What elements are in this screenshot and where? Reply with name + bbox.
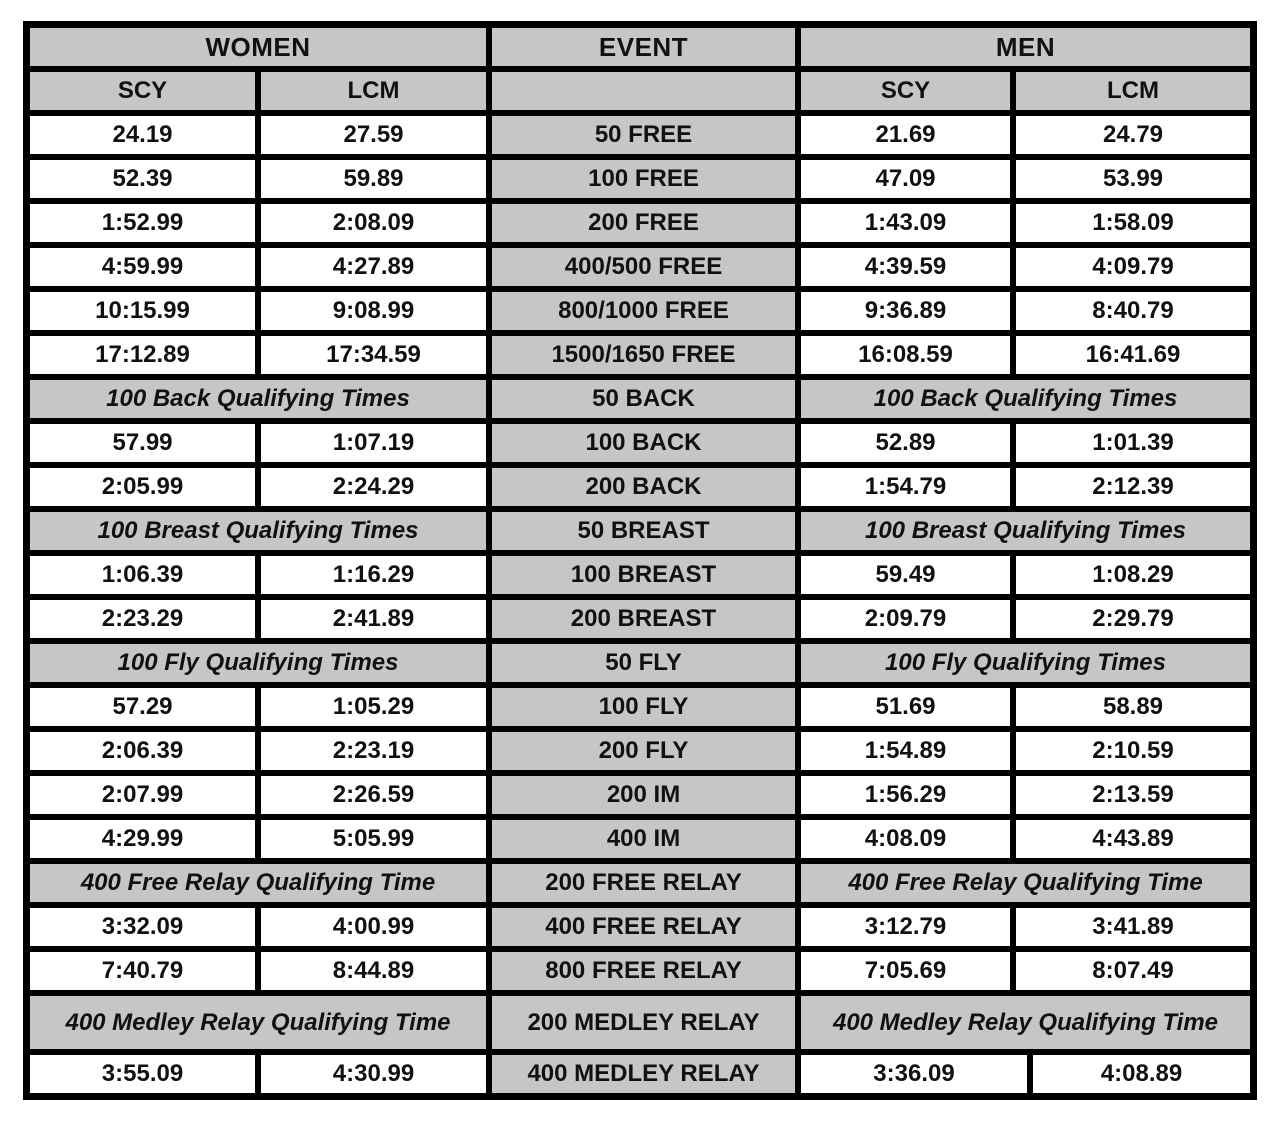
men-lcm-time: 1:58.09 bbox=[1016, 204, 1250, 242]
women-lcm-time: 4:27.89 bbox=[261, 248, 486, 286]
event-cell: 200 IM bbox=[492, 776, 795, 814]
event-cell: 50 BACK bbox=[492, 380, 795, 418]
event-cell: 200 BREAST bbox=[492, 600, 795, 638]
table-row bbox=[30, 204, 1250, 242]
event-cell: 800/1000 FREE bbox=[492, 292, 795, 330]
men-scy-time: 1:43.09 bbox=[801, 204, 1010, 242]
section-row bbox=[30, 644, 1250, 682]
men-lcm-time: 24.79 bbox=[1016, 116, 1250, 154]
men-lcm-time: 1:08.29 bbox=[1016, 556, 1250, 594]
women-section-label: 100 Back Qualifying Times bbox=[30, 380, 486, 418]
men-section-label: 100 Fly Qualifying Times bbox=[801, 644, 1250, 682]
women-section-label: 100 Breast Qualifying Times bbox=[30, 512, 486, 550]
event-cell: 400 FREE RELAY bbox=[492, 908, 795, 946]
section-row bbox=[30, 996, 1250, 1049]
women-scy-time: 3:32.09 bbox=[30, 908, 255, 946]
men-scy-time: 51.69 bbox=[801, 688, 1010, 726]
women-lcm-time: 17:34.59 bbox=[261, 336, 486, 374]
men-lcm-time: 2:13.59 bbox=[1016, 776, 1250, 814]
section-row bbox=[30, 512, 1250, 550]
women-scy-time: 3:55.09 bbox=[30, 1055, 255, 1093]
women-lcm-time: 9:08.99 bbox=[261, 292, 486, 330]
table-row bbox=[30, 776, 1250, 814]
women-section-label: 100 Fly Qualifying Times bbox=[30, 644, 486, 682]
event-cell: 50 FLY bbox=[492, 644, 795, 682]
women-lcm-time: 4:00.99 bbox=[261, 908, 486, 946]
men-section-label: 400 Free Relay Qualifying Time bbox=[801, 864, 1250, 902]
women-section-label: 400 Medley Relay Qualifying Time bbox=[30, 996, 486, 1049]
event-cell: 200 FREE RELAY bbox=[492, 864, 795, 902]
women-group-header: WOMEN bbox=[30, 28, 486, 66]
qualifying-times-table bbox=[23, 21, 1257, 1100]
men-lcm-time: 4:08.89 bbox=[1033, 1055, 1250, 1093]
women-lcm-time: 1:16.29 bbox=[261, 556, 486, 594]
men-group-header: MEN bbox=[801, 28, 1250, 66]
table-header-row bbox=[30, 28, 1250, 66]
women-lcm-time: 1:05.29 bbox=[261, 688, 486, 726]
women-lcm-time: 4:30.99 bbox=[261, 1055, 486, 1093]
section-row bbox=[30, 380, 1250, 418]
men-lcm-time: 2:29.79 bbox=[1016, 600, 1250, 638]
event-subheader-blank bbox=[492, 72, 795, 110]
men-scy-time: 21.69 bbox=[801, 116, 1010, 154]
men-lcm-time: 1:01.39 bbox=[1016, 424, 1250, 462]
event-cell: 200 FLY bbox=[492, 732, 795, 770]
men-scy-time: 59.49 bbox=[801, 556, 1010, 594]
table-row bbox=[30, 600, 1250, 638]
men-lcm-time: 4:09.79 bbox=[1016, 248, 1250, 286]
women-scy-time: 2:23.29 bbox=[30, 600, 255, 638]
table-row bbox=[30, 292, 1250, 330]
men-scy-time: 3:36.09 bbox=[801, 1055, 1027, 1093]
event-cell: 400/500 FREE bbox=[492, 248, 795, 286]
men-lcm-time: 3:41.89 bbox=[1016, 908, 1250, 946]
table-row bbox=[30, 116, 1250, 154]
section-row bbox=[30, 864, 1250, 902]
women-lcm-time: 5:05.99 bbox=[261, 820, 486, 858]
table-row bbox=[30, 248, 1250, 286]
women-scy-time: 10:15.99 bbox=[30, 292, 255, 330]
men-scy-time: 7:05.69 bbox=[801, 952, 1010, 990]
men-scy-time: 4:08.09 bbox=[801, 820, 1010, 858]
table-row bbox=[30, 1055, 1250, 1093]
table-subheader-row bbox=[30, 72, 1250, 110]
event-cell: 400 IM bbox=[492, 820, 795, 858]
men-scy-time: 52.89 bbox=[801, 424, 1010, 462]
table-row bbox=[30, 468, 1250, 506]
women-lcm-header: LCM bbox=[261, 72, 486, 110]
table-row bbox=[30, 160, 1250, 198]
women-scy-time: 57.99 bbox=[30, 424, 255, 462]
men-scy-time: 16:08.59 bbox=[801, 336, 1010, 374]
men-lcm-time: 2:10.59 bbox=[1016, 732, 1250, 770]
event-cell: 50 BREAST bbox=[492, 512, 795, 550]
event-cell: 100 BACK bbox=[492, 424, 795, 462]
men-scy-time: 4:39.59 bbox=[801, 248, 1010, 286]
event-cell: 200 MEDLEY RELAY bbox=[492, 996, 795, 1049]
women-scy-time: 7:40.79 bbox=[30, 952, 255, 990]
men-section-label: 400 Medley Relay Qualifying Time bbox=[801, 996, 1250, 1049]
women-lcm-time: 8:44.89 bbox=[261, 952, 486, 990]
men-scy-time: 1:54.79 bbox=[801, 468, 1010, 506]
men-scy-time: 1:54.89 bbox=[801, 732, 1010, 770]
women-scy-time: 57.29 bbox=[30, 688, 255, 726]
table-row bbox=[30, 908, 1250, 946]
women-scy-time: 17:12.89 bbox=[30, 336, 255, 374]
men-lcm-time: 53.99 bbox=[1016, 160, 1250, 198]
women-lcm-time: 59.89 bbox=[261, 160, 486, 198]
event-cell: 1500/1650 FREE bbox=[492, 336, 795, 374]
women-lcm-time: 1:07.19 bbox=[261, 424, 486, 462]
men-lcm-time: 16:41.69 bbox=[1016, 336, 1250, 374]
men-scy-header: SCY bbox=[801, 72, 1010, 110]
table-row bbox=[30, 424, 1250, 462]
table-row bbox=[30, 336, 1250, 374]
men-section-label: 100 Back Qualifying Times bbox=[801, 380, 1250, 418]
women-scy-time: 2:07.99 bbox=[30, 776, 255, 814]
women-scy-time: 2:05.99 bbox=[30, 468, 255, 506]
women-scy-time: 2:06.39 bbox=[30, 732, 255, 770]
men-lcm-time: 58.89 bbox=[1016, 688, 1250, 726]
event-cell: 100 FLY bbox=[492, 688, 795, 726]
event-cell: 100 BREAST bbox=[492, 556, 795, 594]
table-row bbox=[30, 732, 1250, 770]
men-scy-time: 47.09 bbox=[801, 160, 1010, 198]
women-lcm-time: 2:08.09 bbox=[261, 204, 486, 242]
women-lcm-time: 2:26.59 bbox=[261, 776, 486, 814]
women-lcm-time: 2:23.19 bbox=[261, 732, 486, 770]
table-row bbox=[30, 556, 1250, 594]
women-lcm-time: 2:41.89 bbox=[261, 600, 486, 638]
men-lcm-header: LCM bbox=[1016, 72, 1250, 110]
women-scy-time: 4:59.99 bbox=[30, 248, 255, 286]
men-lcm-time: 2:12.39 bbox=[1016, 468, 1250, 506]
women-lcm-time: 2:24.29 bbox=[261, 468, 486, 506]
event-cell: 400 MEDLEY RELAY bbox=[492, 1055, 795, 1093]
women-scy-time: 24.19 bbox=[30, 116, 255, 154]
event-cell: 50 FREE bbox=[492, 116, 795, 154]
men-lcm-time: 8:40.79 bbox=[1016, 292, 1250, 330]
event-cell: 800 FREE RELAY bbox=[492, 952, 795, 990]
women-scy-time: 4:29.99 bbox=[30, 820, 255, 858]
women-section-label: 400 Free Relay Qualifying Time bbox=[30, 864, 486, 902]
table-row bbox=[30, 820, 1250, 858]
women-scy-time: 52.39 bbox=[30, 160, 255, 198]
women-lcm-time: 27.59 bbox=[261, 116, 486, 154]
women-scy-time: 1:06.39 bbox=[30, 556, 255, 594]
men-lcm-time: 8:07.49 bbox=[1016, 952, 1250, 990]
men-section-label: 100 Breast Qualifying Times bbox=[801, 512, 1250, 550]
event-column-header: EVENT bbox=[492, 28, 795, 66]
men-scy-time: 2:09.79 bbox=[801, 600, 1010, 638]
women-scy-header: SCY bbox=[30, 72, 255, 110]
women-scy-time: 1:52.99 bbox=[30, 204, 255, 242]
table-row bbox=[30, 688, 1250, 726]
men-scy-time: 1:56.29 bbox=[801, 776, 1010, 814]
event-cell: 200 FREE bbox=[492, 204, 795, 242]
event-cell: 100 FREE bbox=[492, 160, 795, 198]
table-row bbox=[30, 952, 1250, 990]
men-scy-time: 9:36.89 bbox=[801, 292, 1010, 330]
men-lcm-time: 4:43.89 bbox=[1016, 820, 1250, 858]
event-cell: 200 BACK bbox=[492, 468, 795, 506]
men-scy-time: 3:12.79 bbox=[801, 908, 1010, 946]
